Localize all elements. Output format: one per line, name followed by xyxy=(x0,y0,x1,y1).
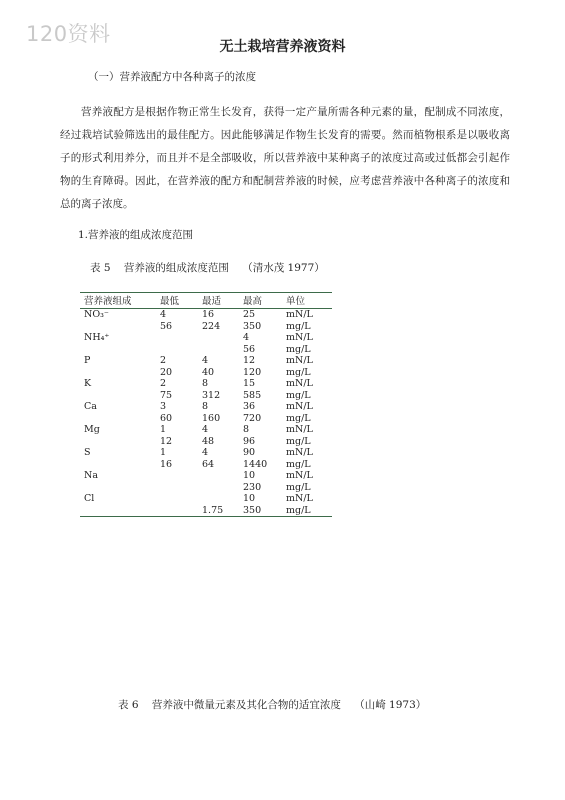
cell-unit: mg/L xyxy=(286,481,311,493)
cell-min: 1 xyxy=(160,447,167,458)
cell-unit: mN/L xyxy=(286,332,313,343)
cell-max: 4 xyxy=(243,332,250,343)
cell-max: 585 xyxy=(243,389,262,401)
cell-composition: NH₄⁺ xyxy=(84,332,110,343)
cell-optimal: 1.75 xyxy=(202,505,243,517)
cell-min: 75 xyxy=(160,389,173,401)
cell-max: 10 xyxy=(243,470,256,481)
cell-composition: NO₃⁻ xyxy=(84,309,109,320)
table-row xyxy=(80,378,332,390)
cell-min: 12 xyxy=(160,435,173,447)
cell-max: 8 xyxy=(243,424,250,435)
table-row xyxy=(80,470,332,482)
cell-composition xyxy=(80,390,160,402)
cell-unit: mg/L xyxy=(286,389,311,401)
cell-unit: mg/L xyxy=(286,435,311,447)
document-title: 无土栽培营养液资料 xyxy=(219,39,346,55)
table-row xyxy=(80,447,332,459)
cell-unit: mg/L xyxy=(286,505,332,517)
table6-caption: 表 6 营养液中微量元素及其化合物的适宜浓度 （山崎 1973） xyxy=(118,699,427,711)
cell-unit: mN/L xyxy=(286,424,313,435)
table-row xyxy=(80,505,332,517)
cell-composition: Na xyxy=(84,470,98,481)
cell-max: 120 xyxy=(243,366,262,378)
cell-unit: mN/L xyxy=(286,447,313,458)
cell-optimal: 312 xyxy=(202,389,221,401)
cell-optimal: 4 xyxy=(202,355,209,366)
table-row xyxy=(80,459,332,471)
cell-optimal: 16 xyxy=(202,309,215,320)
watermark-logo: 120资料 xyxy=(26,22,111,46)
cell-composition xyxy=(80,413,160,425)
cell-optimal: 4 xyxy=(202,424,209,435)
cell-max: 96 xyxy=(243,435,256,447)
body-paragraph: 营养液配方是根据作物正常生长发育，获得一定产量所需各种元素的量，配制成不同浓度，经过栽培试验筛选出的最佳配方。因此能够满足作物生长发育的需要。然而植物根系是以吸收离子的形式利用养分，而且并不是全部吸收，所以营养液中某种离子的浓度过高或过低都会引起作物的生育障碍。因此，在营养液的配方和配制营养液的时候，应考虑营养液中各种离子的浓度和总的离子浓度。 xyxy=(60,106,510,210)
cell-unit: mN/L xyxy=(286,401,313,412)
cell-max: 1440 xyxy=(243,458,268,470)
cell-min xyxy=(160,332,202,344)
cell-min xyxy=(160,344,202,356)
cell-min xyxy=(160,482,202,494)
table-row xyxy=(80,344,332,356)
cell-composition xyxy=(80,344,160,356)
cell-composition xyxy=(80,459,160,471)
cell-unit: mg/L xyxy=(286,343,311,355)
cell-optimal: 160 xyxy=(202,412,221,424)
header-composition: 营养液组成 xyxy=(80,293,160,309)
section-heading: 1.营养液的组成浓度范围 xyxy=(78,229,194,241)
cell-optimal: 48 xyxy=(202,435,215,447)
cell-composition xyxy=(80,505,160,517)
cell-optimal: 224 xyxy=(202,320,221,332)
header-optimal: 最适 xyxy=(202,293,243,309)
cell-max: 10 xyxy=(243,493,256,504)
cell-unit: mg/L xyxy=(286,412,311,424)
cell-min: 20 xyxy=(160,366,173,378)
table-row xyxy=(80,413,332,425)
cell-optimal xyxy=(202,482,243,494)
cell-max: 15 xyxy=(243,378,256,389)
cell-optimal: 40 xyxy=(202,366,215,378)
table-row xyxy=(80,321,332,333)
cell-max: 90 xyxy=(243,447,256,458)
cell-unit: mg/L xyxy=(286,320,311,332)
cell-max: 25 xyxy=(243,309,256,320)
cell-unit: mN/L xyxy=(286,493,313,504)
cell-min xyxy=(160,505,202,517)
cell-optimal: 64 xyxy=(202,458,215,470)
table5-caption: 表 5 营养液的组成浓度范围 （清水茂 1977） xyxy=(90,262,325,274)
cell-min: 56 xyxy=(160,320,173,332)
cell-max: 56 xyxy=(243,343,256,355)
cell-max: 230 xyxy=(243,481,262,493)
cell-max: 36 xyxy=(243,401,256,412)
cell-min: 4 xyxy=(160,309,167,320)
cell-min: 60 xyxy=(160,412,173,424)
cell-min: 2 xyxy=(160,378,167,389)
cell-unit: mN/L xyxy=(286,309,313,320)
cell-composition: Ca xyxy=(84,401,97,412)
cell-min: 1 xyxy=(160,424,167,435)
table-row xyxy=(80,424,332,436)
table-row xyxy=(80,355,332,367)
table-row xyxy=(80,309,332,321)
cell-composition: K xyxy=(84,378,92,389)
cell-optimal xyxy=(202,493,243,505)
cell-optimal xyxy=(202,344,243,356)
cell-optimal: 8 xyxy=(202,378,209,389)
cell-min: 2 xyxy=(160,355,167,366)
cell-unit: mg/L xyxy=(286,458,311,470)
table-body xyxy=(80,309,332,517)
cell-unit: mg/L xyxy=(286,366,311,378)
cell-composition xyxy=(80,321,160,333)
table-row xyxy=(80,482,332,494)
cell-optimal xyxy=(202,470,243,482)
cell-max: 350 xyxy=(243,320,262,332)
table-row xyxy=(80,493,332,505)
table-row xyxy=(80,367,332,379)
header-unit: 单位 xyxy=(286,293,332,309)
cell-composition xyxy=(80,482,160,494)
table-row xyxy=(80,390,332,402)
cell-composition: Cl xyxy=(84,493,95,504)
subheading: （一）营养液配方中各种离子的浓度 xyxy=(88,71,256,83)
cell-max: 12 xyxy=(243,355,256,366)
cell-composition: S xyxy=(84,447,91,458)
cell-min xyxy=(160,493,202,505)
cell-min: 16 xyxy=(160,458,173,470)
cell-optimal: 8 xyxy=(202,401,209,412)
cell-max: 350 xyxy=(243,505,286,517)
cell-unit: mN/L xyxy=(286,470,313,481)
cell-composition: P xyxy=(84,355,91,366)
header-max: 最高 xyxy=(243,293,286,309)
cell-unit: mN/L xyxy=(286,378,313,389)
header-min: 最低 xyxy=(160,293,202,309)
cell-composition: Mg xyxy=(84,424,100,435)
table-row xyxy=(80,436,332,448)
cell-optimal: 4 xyxy=(202,447,209,458)
cell-optimal xyxy=(202,332,243,344)
cell-composition xyxy=(80,367,160,379)
table-row xyxy=(80,332,332,344)
concentration-table xyxy=(80,292,332,517)
cell-min: 3 xyxy=(160,401,167,412)
cell-unit: mN/L xyxy=(286,355,313,366)
cell-max: 720 xyxy=(243,412,262,424)
cell-composition xyxy=(80,436,160,448)
table-header-row xyxy=(80,293,332,309)
cell-min xyxy=(160,470,202,482)
table-row xyxy=(80,401,332,413)
